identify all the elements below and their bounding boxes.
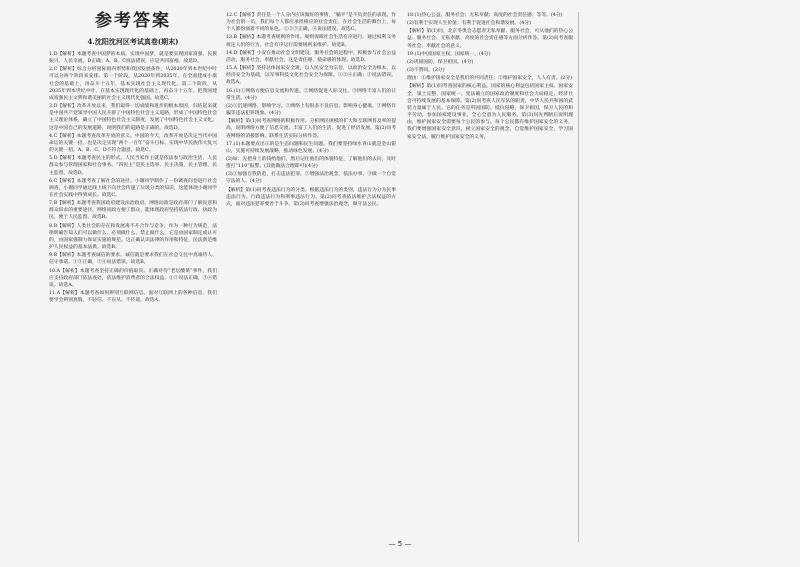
answer-entry: 2.C【解析】综合分析国际国内形势和我国发展条件，从2020年到本世纪中叶可以分两个阶段来安排。第一个阶段，从2020年到2035年，在全面建成小康社会的基础上，再奋斗十五年，基本实现社会主义现代化。第二个阶段，从2035年到本世纪中叶，在基本实现现代化的基础上，再奋斗十五年，把我国建成富强民主文明和谐美丽的社会主义现代化强国。故选C。 [49,67,217,101]
answer-entry: (3)①加强自我防范，打击违法犯罪。②增强法治观念，依法办事。③做一个自觉守法的人。(4分) [226,172,396,185]
answer-entry: 8.B【解析】人类社会的存在和发展离不开合作与竞争。作为一种行为规范，法律明确告知人们可以做什么、必须做什么、禁止做什么，它是由国家制定或认可的，由国家强制力保证实施的规范。这正确认识法律的作用和特征，民法典是维护人民权益的基本法典。故选B。 [49,223,217,251]
answer-entry: (2)有利于实现人生价值；有利于促进社会和谐发展。(4分) [407,21,531,27]
answer-entry: 18.(1)热心公益、服务社会；无私奉献；高度的社会责任感；等等。(4分) [407,13,563,18]
answer-entry: 理由：①维护国家安全是我们的共同责任；②维护国家安全，人人有责。(2分) [407,76,573,82]
answer-entry: 11.A【解析】本题考查如何辨别互联网信息。面对互联网上的各种信息，我们要学会辨别真假，不轻信、不盲从、不传谣。故选A。 [49,291,217,304]
answer-entry: 15.A【解析】坚持总体国家安全观，以人民安全为宗旨，以政治安全为根本，以经济安全为基础，以军事科技文化社会安全为保障。①②④正确；③说法错误。故选A。 [226,66,396,86]
column-divider [578,12,579,542]
page-number: — 5 — [388,540,412,548]
answer-entry: 7.B【解析】本题考查我国政府建设法治政府。网络问政是政府部门了解民意和群众诉求的重要途径，网络问政方便了群众，能体现政府坚持依法行政、执政为民，便于人民监督。故选B。 [49,201,217,221]
answer-entry: 17.(1)本题要点出示的是生态问题和民生问题。我们要坚持绿水青山就是金山银山，实施可持续发展战略，推动绿色发展。(4分) [226,141,396,154]
answer-entry: (2)如：先把身上的钱给他们，然后记住他们的体貌特征，了解他们的去向，及时拨打“110”报警。(其他做法合理即可)(4分) [226,156,396,170]
answer-entry: 【解析】第(1)问考查网络的积极作用。分析网民规模的扩大和互联网普及率的提高，说明网络方便了信息交流、丰富了人们的生活、促进了经济发展。第(2)问考查网络的消极影响，联系生活实际分析作答。 [226,119,396,139]
column-middle [226,12,396,209]
answer-entry: 10.A【解析】本题考查坚持正确的价值取向。正确对待“老坛酸菜”事件，我们应支持政府部门依法查处，依法维护消费者的合法权益。①②说法正确，③④错误。故选A。 [49,268,217,288]
answer-entry: (2)①沉迷网络，影响学习。②网络上有很多不良信息，影响身心健康。③网络诈骗等违法犯罪现象。(4分) [226,103,396,117]
answer-entry: 16.(1)①网络方便信息交流和传递。②网络促进人际交往。③网络丰富人们的日常生活。(4分) [226,88,396,101]
exam-subtitle: 4.沈阳沈河区考试真卷(期末) [87,37,179,46]
answer-entry: 【解析】第(1)问考查国家的核心利益。国家的核心利益包括国家主权、国家安全、领土完整、国家统一、宪法确立的国家政治制度和社会大局稳定、经济社会可持续发展的基本保障。第(2)问考查人民军队的职责，中华人民共和国的武装力量属于人民。它的任务是巩固国防，抵抗侵略，保卫祖国，保卫人民的和平劳动，参加国家建设事业，全心全意为人民服务。第(3)问先判断后说明理由，维护国家安全需要每个公民的参与。每个公民都有维护国家安全的义务，我们要增强国家安全意识，树立国家安全的观念，自觉维护国家安全，学习国家安全法，履行维护国家安全的义务。 [407,84,573,140]
answer-entry: 3.D【解析】改革开放以来，我们取得一切成绩和进步的根本原因，归结起来就是中国共产党领导中国人民开辟了中国特色社会主义道路，形成了中国特色社会主义理论体系，确立了中国特色社会主义制度，发展了中国特色社会主义文化。这是中国自己的发展道路，说明我们的道路是正确的。故选D。 [49,104,217,131]
page-title: 参考答案 [95,11,171,31]
answer-entry: 【解析】第(1)问，北京冬奥会志愿者无私奉献、服务社会，可从他们的热心公益、服务社会、无私奉献、高度的社会责任感等方面分析作答。第(2)问考查服务社会、奉献社会的意义。 [407,29,573,49]
answer-entry: 4.C【解析】本题考查改革开放的意义。中国的今天，改革开放是决定当代中国命运的关键一招，也是决定实现“两个一百年”奋斗目标、实现中华民族伟大复兴的关键一招。A、B、C、D不符合题意。故选C。 [49,133,218,154]
answer-entry: 19.(1)中国国家主权，国家统一。(4分) [407,51,491,57]
column-left [49,10,217,305]
answer-entry: (2)巩固国防，保卫祖国。(4分) [407,59,474,65]
answer-entry: 6.C【解析】本题考查了解社会的途径。小谢同学制作了一份调查问卷进行社会调查，小谢同学通过线上线下向社会传递了垃圾分类的知识，这能体现小谢同学在社会实践中得到成长。故选C。 [49,178,217,198]
column-right [407,12,573,142]
answer-entry: 9.B【解析】本题考查诚信的要求。诚信就是要求我们在社会交往中真诚待人、信守承诺。①③正确，②④说法错误。故选B。 [49,253,217,266]
answer-entry: 5.D【解析】本题考查民主的形式。人民当家作主就是依法参与政治生活，人民群众参与管理国家和社会事务。“四民主”是民主选举、民主决策、民主管理、民主监督。故选D。 [49,156,218,176]
answer-entry: 14.D【解析】小安在推动社会文明建设、服务社会的过程中，积极参与社会公益活动，服务社会，奉献社会，这是责任感、使命感的体现。故选D。 [226,50,396,63]
answer-entry: 12.C【解析】责任是一个人分内应该做好的事情，“躺平”是不负责任的表现。作为社会的一员，我们每个人都应承担相应的社会责任，在社会生活的舞台上，每个人都扮演着不同的角色。①②③正确，④说法错误。故选C。 [226,13,396,33]
answer-entry: 【解析】第(1)问考查违法行为的分类。根据违法行为的类别，违法行为分为民事违法行为、行政违法行为和刑事违法行为。第(2)问考查依法维护合法权益的方式，面对违法犯罪要善于斗争。第(3)问考查增强法治观念，做守法公民。 [226,187,396,207]
answer-entry: 13.B【解析】本题考查规则的作用。规则保障社会生活有序进行，通过权利义务规定人们的行为。社会有序运行需要规则来维护。故选B。 [226,35,396,48]
answer-entry: (3)不赞同。(2分) [407,68,445,74]
answer-entry: 1.D【解析】本题考查中国梦的本质。实现中国梦，就是要实现国家富强、民族振兴、人民幸福，D正确；A、B、C说法错误，应是共同富裕。故选D。 [49,52,217,65]
